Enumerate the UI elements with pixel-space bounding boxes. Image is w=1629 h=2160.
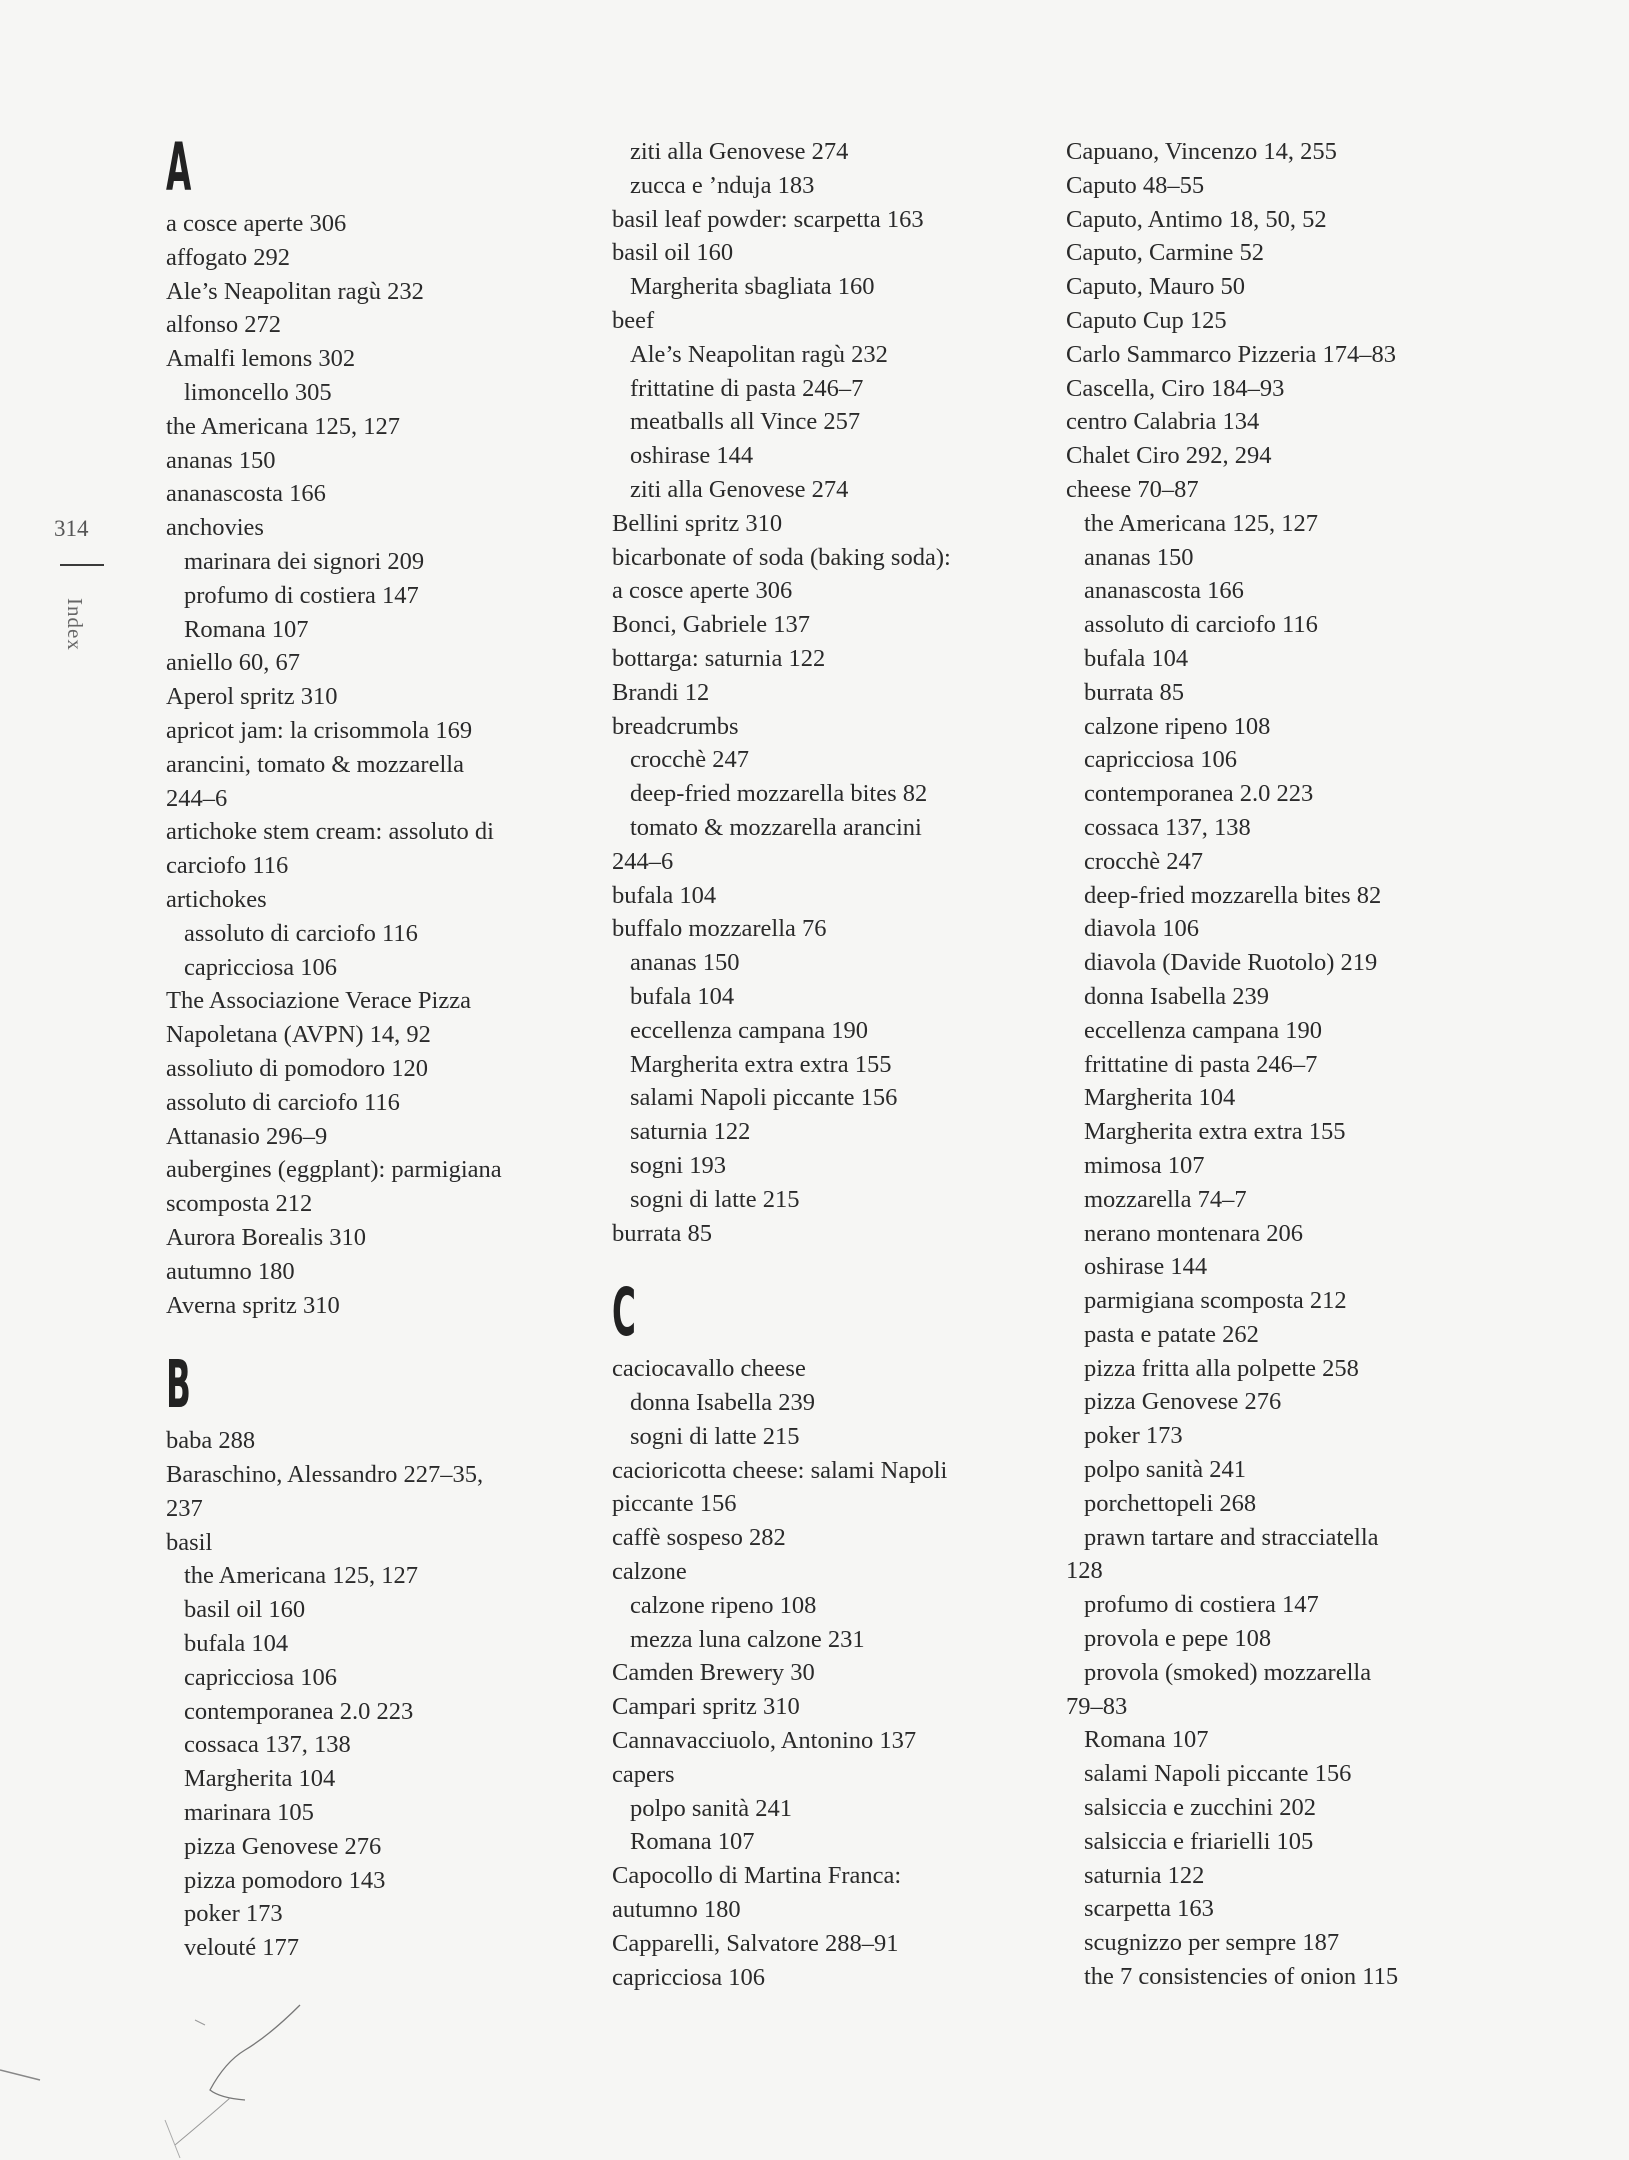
index-subentry: the 7 consistencies of onion 115 <box>1084 1963 1399 1991</box>
index-subentry: saturnia 122 <box>630 1118 751 1146</box>
index-subentry: pizza Genovese 276 <box>1084 1388 1282 1416</box>
index-subentry: profumo di costiera 147 <box>184 581 419 609</box>
index-entry: bufala 104 <box>612 881 717 909</box>
index-subentry: zucca e ’nduja 183 <box>630 171 815 199</box>
index-subentry: frittatine di pasta 246–7 <box>1084 1050 1318 1078</box>
index-subentry: mimosa 107 <box>1084 1151 1205 1179</box>
index-subentry: prawn tartare and stracciatella <box>1084 1523 1379 1551</box>
index-subentry: mozzarella 74–7 <box>1084 1185 1247 1213</box>
index-subentry: salami Napoli piccante 156 <box>1084 1760 1352 1788</box>
index-subentry: burrata 85 <box>1084 678 1184 706</box>
section-letter-b: B <box>166 1346 191 1424</box>
index-entry: aniello 60, 67 <box>166 649 301 677</box>
index-subentry: oshirase 144 <box>1084 1253 1208 1281</box>
index-subentry: deep-fried mozzarella bites 82 <box>1084 881 1382 909</box>
index-entry: arancini, tomato & mozzarella <box>166 750 464 778</box>
index-entry: Capocollo di Martina Franca: <box>612 1862 902 1890</box>
index-subentry: capricciosa 106 <box>184 1663 338 1691</box>
index-entry: baba 288 <box>166 1427 256 1455</box>
running-head: Index <box>63 598 87 651</box>
index-entry: basil oil 160 <box>612 239 734 267</box>
index-entry: beef <box>612 306 655 334</box>
index-entry: bicarbonate of soda (baking soda): <box>612 543 951 571</box>
index-entry: a cosce aperte 306 <box>166 210 347 237</box>
index-column-2 <box>612 135 1052 1994</box>
index-subentry: oshirase 144 <box>630 442 754 470</box>
index-entry: piccante 156 <box>612 1490 737 1518</box>
index-entry: cacioricotta cheese: salami Napoli <box>612 1456 948 1484</box>
index-subentry: sogni di latte 215 <box>630 1185 800 1213</box>
index-entry: calzone <box>612 1558 687 1586</box>
index-subentry: assoluto di carciofo 116 <box>184 919 418 947</box>
index-entry: apricot jam: la crisommola 169 <box>166 716 473 744</box>
index-subentry: crocchè 247 <box>1084 847 1204 875</box>
index-subentry: poker 173 <box>184 1900 283 1928</box>
index-entry: carciofo 116 <box>166 852 289 880</box>
index-subentry: salsiccia e zucchini 202 <box>1084 1794 1316 1822</box>
index-subentry: scarpetta 163 <box>1084 1895 1214 1923</box>
index-entry: Camden Brewery 30 <box>612 1659 815 1687</box>
index-subentry: polpo sanità 241 <box>630 1794 792 1822</box>
index-entry: Napoletana (AVPN) 14, 92 <box>166 1021 431 1049</box>
index-subentry: assoluto di carciofo 116 <box>1084 611 1318 639</box>
margin-rule <box>60 564 104 566</box>
index-subentry: nerano montenara 206 <box>1084 1219 1304 1247</box>
index-entry: basil leaf powder: scarpetta 163 <box>612 205 924 233</box>
index-subentry: frittatine di pasta 246–7 <box>630 374 864 402</box>
index-subentry: donna Isabella 239 <box>1084 982 1270 1010</box>
index-entry: Chalet Ciro 292, 294 <box>1066 442 1272 470</box>
index-entry: Caputo, Antimo 18, 50, 52 <box>1066 205 1327 233</box>
index-subentry: eccellenza campana 190 <box>1084 1016 1323 1044</box>
index-subentry: eccellenza campana 190 <box>630 1016 869 1044</box>
index-entry: 244–6 <box>166 784 228 812</box>
index-entry: Attanasio 296–9 <box>166 1122 328 1150</box>
index-subentry: polpo sanità 241 <box>1084 1456 1246 1484</box>
index-subentry: Ale’s Neapolitan ragù 232 <box>630 340 888 368</box>
index-subentry: Romana 107 <box>1084 1726 1209 1754</box>
index-entry: 128 <box>1066 1557 1103 1585</box>
index-entry: ananascosta 166 <box>166 480 326 508</box>
index-entry: Baraschino, Alessandro 227–35, <box>166 1461 484 1489</box>
index-entry: capricciosa 106 <box>612 1963 766 1991</box>
index-subentry: saturnia 122 <box>1084 1861 1205 1889</box>
index-entry: artichoke stem cream: assoluto di <box>166 818 494 846</box>
index-subentry: pizza fritta alla polpette 258 <box>1084 1354 1359 1382</box>
index-entry: basil <box>166 1528 213 1556</box>
index-entry: artichokes <box>166 885 267 913</box>
index-subentry: provola (smoked) mozzarella <box>1084 1658 1372 1686</box>
index-subentry: pizza pomodoro 143 <box>184 1866 386 1894</box>
index-entry: Amalfi lemons 302 <box>166 345 356 373</box>
page-number: 314 <box>54 516 89 541</box>
index-entry: Capuano, Vincenzo 14, 255 <box>1066 138 1337 165</box>
index-subentry: basil oil 160 <box>184 1596 306 1624</box>
index-entry: autumno 180 <box>166 1257 295 1285</box>
index-subentry: diavola (Davide Ruotolo) 219 <box>1084 949 1378 977</box>
paper-scratch-marks <box>0 1980 360 2160</box>
index-entry: bottarga: saturnia 122 <box>612 644 826 672</box>
index-subentry: the Americana 125, 127 <box>184 1562 419 1590</box>
index-column-1 <box>166 129 606 1965</box>
index-entry: aubergines (eggplant): parmigiana <box>166 1156 502 1184</box>
index-subentry: limoncello 305 <box>184 378 332 406</box>
index-entry: affogato 292 <box>166 243 291 271</box>
index-subentry: Margherita 104 <box>1084 1084 1236 1112</box>
index-subentry: bufala 104 <box>184 1630 289 1658</box>
index-entry: The Associazione Verace Pizza <box>166 987 471 1015</box>
index-subentry: Margherita extra extra 155 <box>630 1050 892 1078</box>
index-subentry: Margherita extra extra 155 <box>1084 1118 1346 1146</box>
index-subentry: pizza Genovese 276 <box>184 1832 382 1860</box>
index-subentry: marinara 105 <box>184 1799 314 1827</box>
index-entry: the Americana 125, 127 <box>166 412 401 440</box>
index-subentry: calzone ripeno 108 <box>630 1591 817 1619</box>
index-subentry: marinara dei signori 209 <box>184 547 425 575</box>
index-entry: centro Calabria 134 <box>1066 408 1260 436</box>
index-subentry: meatballs all Vince 257 <box>630 408 861 436</box>
index-subentry: sogni 193 <box>630 1151 726 1179</box>
index-subentry: diavola 106 <box>1084 915 1199 943</box>
index-entry: Ale’s Neapolitan ragù 232 <box>166 277 424 305</box>
index-subentry: capricciosa 106 <box>184 953 338 981</box>
index-entry: Cannavacciuolo, Antonino 137 <box>612 1727 917 1755</box>
section-letter-a: A <box>166 129 192 206</box>
index-subentry: tomato & mozzarella arancini <box>630 813 922 841</box>
index-subentry: ananascosta 166 <box>1084 577 1244 605</box>
index-subentry: crocchè 247 <box>630 746 750 774</box>
index-entry: Caputo, Mauro 50 <box>1066 273 1245 301</box>
index-subentry: mezza luna calzone 231 <box>630 1625 865 1653</box>
index-entry: Campari spritz 310 <box>612 1693 800 1721</box>
index-entry: ananas 150 <box>166 446 276 474</box>
index-subentry: Romana 107 <box>630 1828 755 1856</box>
index-entry: Aurora Borealis 310 <box>166 1223 367 1251</box>
index-subentry: salsiccia e friarielli 105 <box>1084 1827 1314 1855</box>
index-entry: 244–6 <box>612 847 674 875</box>
index-subentry: profumo di costiera 147 <box>1084 1591 1319 1619</box>
index-subentry: velouté 177 <box>184 1934 299 1962</box>
index-entry: assoliuto di pomodoro 120 <box>166 1054 429 1082</box>
index-subentry: bufala 104 <box>630 982 735 1010</box>
index-entry: Caputo 48–55 <box>1066 171 1205 199</box>
index-subentry: contemporanea 2.0 223 <box>184 1697 414 1725</box>
index-subentry: donna Isabella 239 <box>630 1389 816 1417</box>
index-entry: buffalo mozzarella 76 <box>612 915 827 943</box>
index-entry: Caputo, Carmine 52 <box>1066 239 1265 267</box>
index-subentry: ziti alla Genovese 274 <box>630 138 849 165</box>
index-entry: Cascella, Ciro 184–93 <box>1066 374 1285 402</box>
index-entry: Caputo Cup 125 <box>1066 306 1227 334</box>
index-subentry: ananas 150 <box>1084 543 1194 571</box>
index-subentry: ziti alla Genovese 274 <box>630 475 849 503</box>
index-entry: a cosce aperte 306 <box>612 577 793 605</box>
index-subentry: cossaca 137, 138 <box>1084 813 1251 841</box>
index-entry: Averna spritz 310 <box>166 1291 340 1319</box>
index-subentry: contemporanea 2.0 223 <box>1084 780 1314 808</box>
index-subentry: Margherita 104 <box>184 1765 336 1793</box>
index-entry: anchovies <box>166 514 264 542</box>
index-subentry: the Americana 125, 127 <box>1084 509 1319 537</box>
index-entry: autumno 180 <box>612 1896 741 1924</box>
index-entry: 237 <box>166 1494 203 1522</box>
index-entry: capers <box>612 1760 675 1788</box>
index-entry: caffè sospeso 282 <box>612 1524 786 1552</box>
index-entry: burrata 85 <box>612 1219 712 1247</box>
index-subentry: salami Napoli piccante 156 <box>630 1084 898 1112</box>
index-entry: alfonso 272 <box>166 311 281 339</box>
index-subentry: poker 173 <box>1084 1422 1183 1450</box>
index-subentry: deep-fried mozzarella bites 82 <box>630 780 928 808</box>
index-subentry: capricciosa 106 <box>1084 746 1238 774</box>
index-subentry: Margherita sbagliata 160 <box>630 273 875 301</box>
index-subentry: pasta e patate 262 <box>1084 1320 1259 1348</box>
index-entry: Bellini spritz 310 <box>612 509 783 537</box>
index-entry: caciocavallo cheese <box>612 1355 806 1383</box>
index-entry: scomposta 212 <box>166 1190 313 1218</box>
index-entry: 79–83 <box>1066 1692 1128 1720</box>
index-subentry: Romana 107 <box>184 615 309 643</box>
index-subentry: bufala 104 <box>1084 644 1189 672</box>
index-entry: assoluto di carciofo 116 <box>166 1088 400 1116</box>
index-subentry: provola e pepe 108 <box>1084 1625 1272 1653</box>
index-entry: Bonci, Gabriele 137 <box>612 611 810 639</box>
index-entry: breadcrumbs <box>612 712 739 740</box>
index-subentry: sogni di latte 215 <box>630 1422 800 1450</box>
section-letter-c: C <box>612 1274 636 1352</box>
index-subentry: porchettopeli 268 <box>1084 1489 1257 1517</box>
index-subentry: calzone ripeno 108 <box>1084 712 1271 740</box>
index-entry: Brandi 12 <box>612 678 710 706</box>
index-column-3 <box>1066 135 1506 1994</box>
index-entry: Carlo Sammarco Pizzeria 174–83 <box>1066 340 1396 368</box>
index-entry: Aperol spritz 310 <box>166 683 338 711</box>
index-subentry: cossaca 137, 138 <box>184 1731 351 1759</box>
index-subentry: parmigiana scomposta 212 <box>1084 1287 1347 1315</box>
index-entry: cheese 70–87 <box>1066 475 1199 503</box>
index-entry: Capparelli, Salvatore 288–91 <box>612 1929 899 1957</box>
index-subentry: scugnizzo per sempre 187 <box>1084 1929 1340 1957</box>
index-subentry: ananas 150 <box>630 949 740 977</box>
